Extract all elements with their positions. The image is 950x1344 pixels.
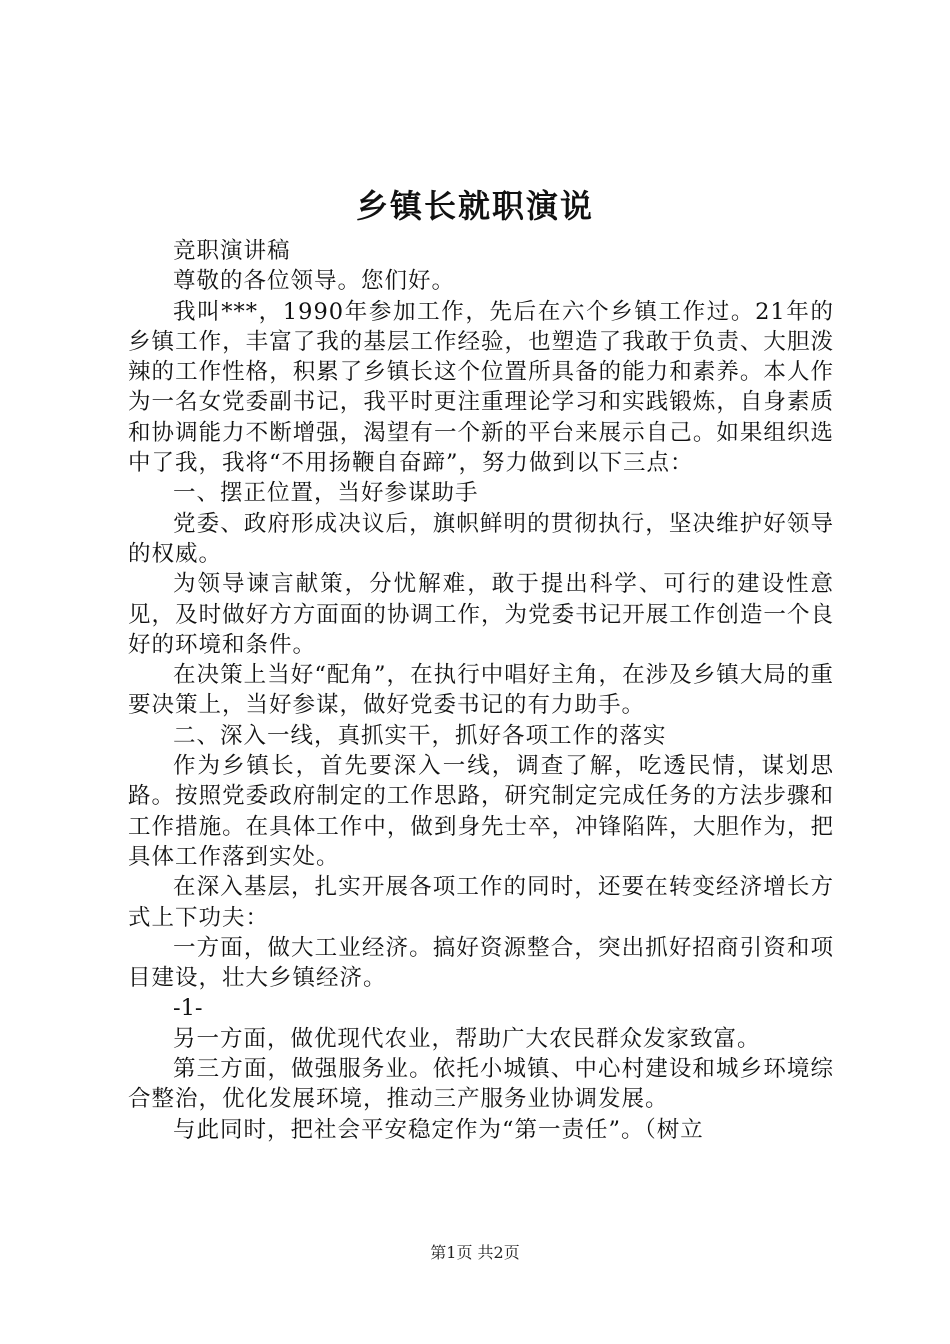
paragraph: 作为乡镇长，首先要深入一线，调查了解，吃透民情，谋划思路。按照党委政府制定的工作思路，研究制定完成任务的方法步骤和工作措施。在具体工作中，做到身先士卒，冲锋陷阵，大胆作为，把具体工作落到实处。 — [128, 753, 834, 870]
paragraph: 另一方面，做优现代农业，帮助广大农民群众发家致富。 — [173, 1025, 761, 1052]
paragraph: 在决策上当好“配角”，在执行中唱好主角，在涉及乡镇大局的重要决策上，当好参谋，做好党委书记的有力助手。 — [128, 662, 834, 719]
page-footer: 第1页 共2页 — [430, 1243, 520, 1262]
paragraph-subtitle: 竞职演讲稿 — [173, 238, 291, 264]
inline-page-number: -1- — [173, 995, 203, 1022]
paragraph: 党委、政府形成决议后，旗帜鲜明的贯彻执行，坚决维护好领导的权威。 — [128, 510, 834, 567]
paragraph-greeting: 尊敬的各位领导。您们好。 — [173, 268, 456, 295]
section-heading-2: 二、深入一线，真抓实干，抓好各项工作的落实 — [173, 722, 667, 749]
document-body — [128, 236, 834, 1145]
paragraph: 一方面，做大工业经济。搞好资源整合，突出抓好招商引资和项目建设，壮大乡镇经济。 — [128, 934, 834, 992]
paragraph: 在深入基层，扎实开展各项工作的同时，还要在转变经济增长方式上下功夫： — [128, 874, 834, 931]
document-title: 乡镇长就职演说 — [355, 187, 594, 225]
paragraph: 第三方面，做强服务业。依托小城镇、中心村建设和城乡环境综合整治，优化发展环境，推动三产服务业协调发展。 — [128, 1056, 834, 1113]
paragraph: 为领导谏言献策，分忧解难，敢于提出科学、可行的建设性意见，及时做好方方面面的协调工作，为党委书记开展工作创造一个良好的环境和条件。 — [128, 571, 834, 658]
paragraph-introduction: 我叫***，1990年参加工作，先后在六个乡镇工作过。21年的乡镇工作，丰富了我的基层工作经验，也塑造了我敢于负责、大胆泼辣的工作性格，积累了乡镇长这个位置所具备的能力和素养。本人作为一名女党委副书记，我平时更注重理论学习和实践锻炼，自身素质和协调能力不断增强，渴望有一个新的平台来展示自己。如果组织选中了我，我将“不用扬鞭自奋蹄”，努力做到以下三点： — [128, 298, 834, 477]
paragraph: 与此同时，把社会平安稳定作为“第一责任”。（树立 — [173, 1116, 704, 1143]
section-heading-1: 一、摆正位置，当好参谋助手 — [173, 480, 479, 507]
